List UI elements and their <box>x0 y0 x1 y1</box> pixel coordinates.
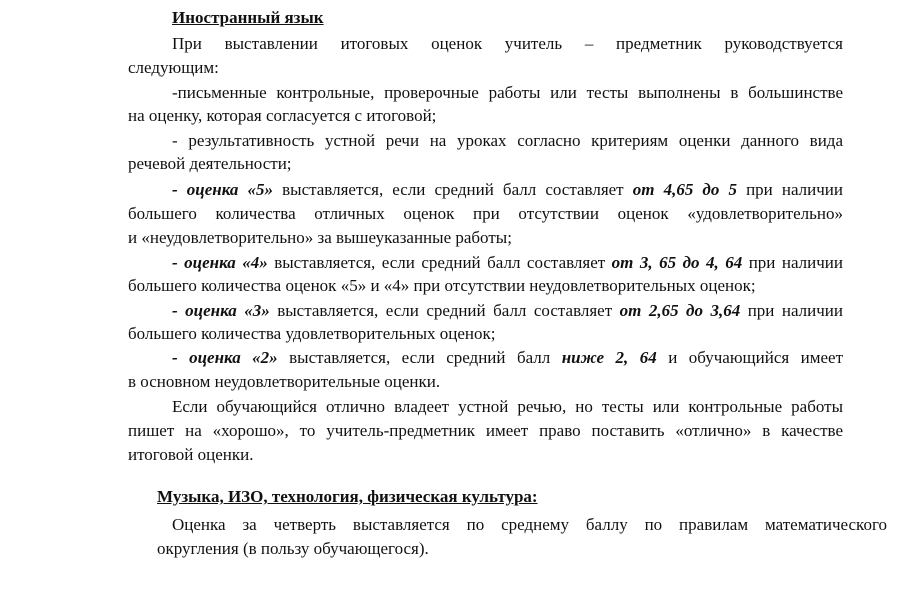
text-segment: выставляется, если средний балл составляет <box>269 301 620 320</box>
text-line <box>128 370 843 394</box>
emphasized-text: ниже 2, 64 <box>561 348 657 367</box>
emphasized-text: от 4,65 до 5 <box>632 180 737 199</box>
text-line <box>128 226 843 250</box>
emphasized-text: от 3, 65 до 4, 64 <box>611 253 743 272</box>
text-segment: Если обучающийся отлично владеет устной речью, но тесты или контрольные работы <box>172 397 843 416</box>
text-line <box>128 443 843 467</box>
text-line <box>128 346 843 370</box>
text-line <box>128 104 843 128</box>
text-segment: и «неудовлетворительно» за вышеуказанные работы; <box>128 228 512 247</box>
text-line <box>128 202 843 226</box>
text-line <box>128 419 843 443</box>
text-line <box>128 56 843 80</box>
text-line <box>128 322 843 346</box>
text-line <box>128 152 843 176</box>
emphasized-text: от 2,65 до 3,64 <box>619 301 741 320</box>
emphasized-text: - оценка «4» <box>172 253 268 272</box>
text-segment: - результативность устной речи на уроках согласно критериям оценки данного вида <box>172 131 843 150</box>
text-line <box>157 537 843 561</box>
text-segment: большего количества оценок «5» и «4» при отсутствии неудовлетворительных оценок; <box>128 276 756 295</box>
section-heading-foreign-language: Иностранный язык <box>172 8 324 27</box>
text-segment: пишет на «хорошо», то учитель-предметник имеет право поставить «отлично» в качестве <box>128 421 843 440</box>
text-line <box>128 274 843 298</box>
text-segment: при наличии <box>740 301 843 320</box>
text-segment: и обучающийся имеет <box>656 348 843 367</box>
emphasized-text: - оценка «2» <box>172 348 278 367</box>
text-segment: речевой деятельности; <box>128 154 292 173</box>
text-segment: большего количества отличных оценок при отсутствии оценок «удовлетворительно» <box>128 204 843 223</box>
text-line <box>128 395 843 419</box>
text-segment: на оценку, которая согласуется с итоговой; <box>128 106 437 125</box>
text-segment: -письменные контрольные, проверочные работы или тесты выполнены в большинстве <box>172 83 843 102</box>
text-line <box>128 513 887 537</box>
text-segment: Оценка за четверть выставляется по среднему баллу по правилам математического <box>172 515 887 534</box>
emphasized-text: - оценка «5» <box>172 180 274 199</box>
text-segment: выставляется, если средний балл <box>277 348 562 367</box>
text-segment: округления (в пользу обучающегося). <box>157 539 429 558</box>
emphasized-text: - оценка «3» <box>172 301 270 320</box>
text-line <box>128 129 843 153</box>
text-segment: при наличии <box>742 253 843 272</box>
section-heading-music-art: Музыка, ИЗО, технология, физическая культура: <box>157 487 538 506</box>
text-segment: итоговой оценки. <box>128 445 254 464</box>
text-segment: при наличии <box>736 180 843 199</box>
text-segment: При выставлении итоговых оценок учитель – предметник руководствуется <box>172 34 843 53</box>
text-line <box>128 299 843 323</box>
text-line <box>128 81 843 105</box>
text-line <box>128 32 843 56</box>
text-segment: выставляется, если средний балл составляет <box>273 180 633 199</box>
text-line <box>128 178 843 202</box>
text-segment: следующим: <box>128 58 219 77</box>
text-segment: выставляется, если средний балл составляет <box>267 253 612 272</box>
text-segment: большего количества удовлетворительных оценок; <box>128 324 496 343</box>
text-line <box>128 251 843 275</box>
text-segment: в основном неудовлетворительные оценки. <box>128 372 441 391</box>
